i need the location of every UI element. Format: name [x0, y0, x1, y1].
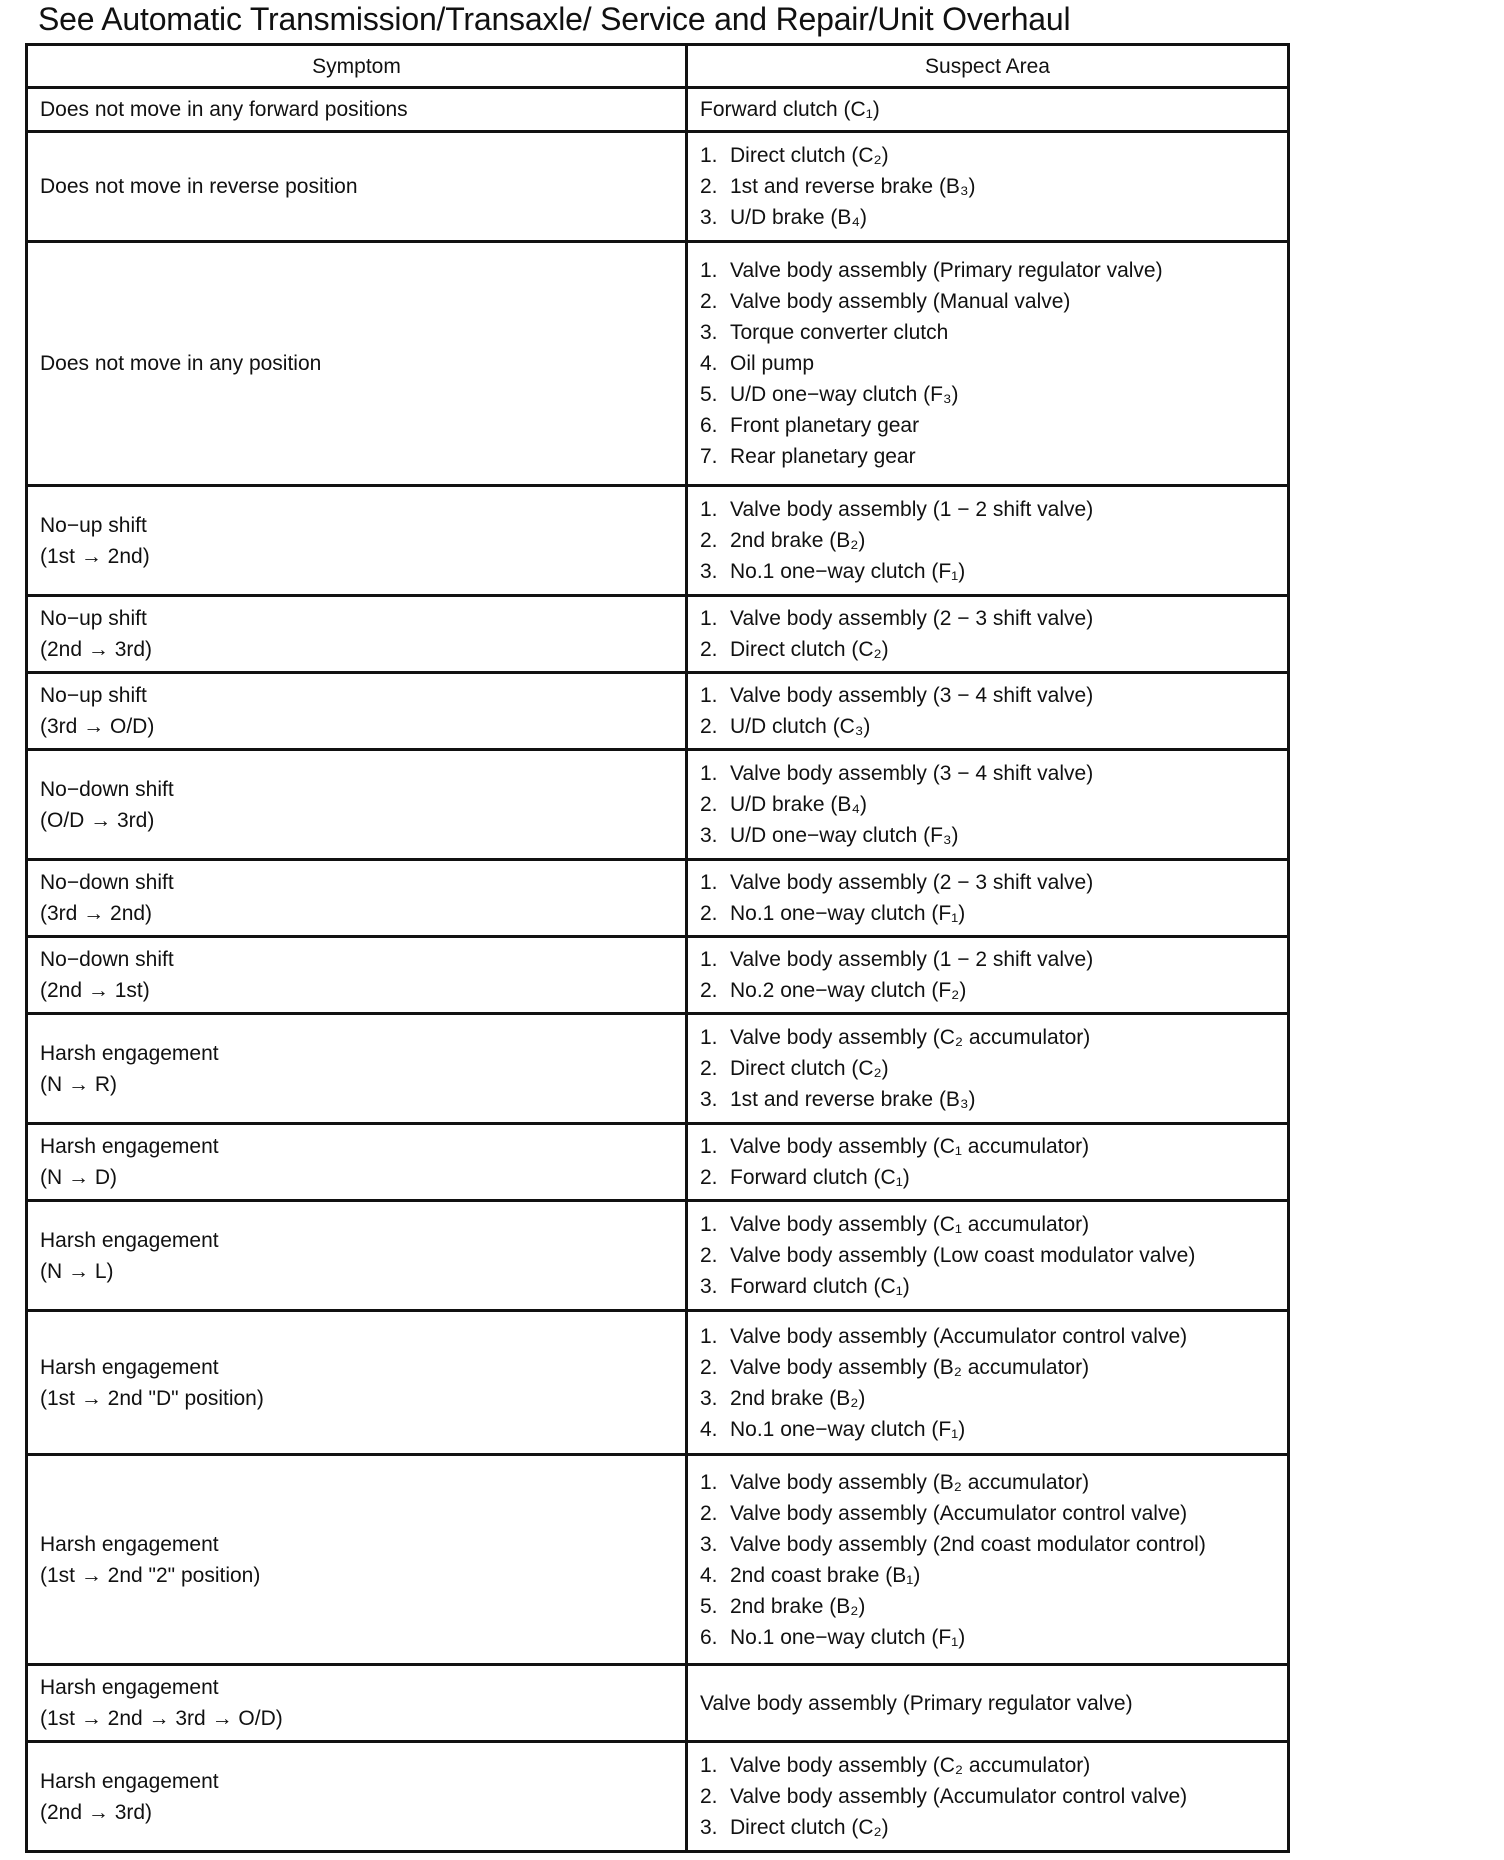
suspect-area-cell: [687, 1311, 1289, 1455]
suspect-area-item: [700, 944, 1275, 975]
item-text: Valve body assembly (B₂ accumulator): [730, 1470, 1090, 1494]
symptom-column-header: Symptom: [27, 45, 687, 88]
suspect-area-cell: [687, 937, 1289, 1014]
suspect-area-cell: [687, 596, 1289, 673]
suspect-area-cell: [687, 132, 1289, 242]
item-number: 3.: [700, 321, 718, 344]
table-row: [27, 486, 1289, 596]
symptom-text: Harsh engagement: [40, 1355, 219, 1379]
item-text: Valve body assembly (2nd coast modulator control): [730, 1532, 1206, 1556]
suspect-area-item: [700, 348, 1275, 379]
suspect-area-item: [700, 556, 1275, 587]
suspect-area-item: [700, 1467, 1275, 1498]
suspect-area-cell: [687, 860, 1289, 937]
item-number: 1.: [700, 948, 718, 971]
symptom-cell: [27, 1124, 687, 1201]
table-row: [27, 937, 1289, 1014]
item-text: Rear planetary gear: [730, 445, 916, 468]
item-number: 1.: [700, 1754, 718, 1777]
suspect-area-list: [700, 1209, 1275, 1302]
suspect-area-text: Valve body assembly (Primary regulator valve): [700, 1691, 1133, 1715]
suspect-area-item: [700, 1560, 1275, 1591]
item-number: 1.: [700, 1324, 718, 1348]
suspect-area-cell: [687, 750, 1289, 860]
item-number: 4.: [700, 352, 718, 375]
item-number: 5.: [700, 383, 718, 406]
suspect-area-item: [700, 975, 1275, 1006]
symptom-cell: [27, 596, 687, 673]
suspect-area-list: [700, 867, 1275, 929]
item-number: 3.: [700, 1088, 718, 1111]
suspect-area-item: [700, 1781, 1275, 1812]
suspect-area-item: [700, 1321, 1275, 1352]
item-text: U/D one−way clutch (F₃): [730, 824, 959, 847]
suspect-area-cell: [687, 673, 1289, 750]
suspect-area-list: [700, 758, 1275, 851]
suspect-area-list: [700, 1321, 1275, 1445]
table-row: [27, 673, 1289, 750]
symptom-text: Does not move in any position: [40, 352, 322, 375]
symptom-text: (2nd → 1st): [40, 979, 150, 1002]
item-text: No.1 one−way clutch (F₁): [730, 1625, 966, 1649]
table-row: [27, 860, 1289, 937]
item-text: 2nd brake (B₂): [730, 1594, 866, 1618]
suspect-area-item: [700, 634, 1275, 665]
table-row: [27, 750, 1289, 860]
table-row: [27, 596, 1289, 673]
suspect-area-list: [700, 680, 1275, 742]
table-row: [27, 132, 1289, 242]
item-number: 3.: [700, 1386, 718, 1410]
symptom-text: No−up shift: [40, 513, 147, 537]
item-number: 2.: [700, 1057, 718, 1080]
item-text: 1st and reverse brake (B₃): [730, 1088, 976, 1111]
page-title: See Automatic Transmission/Transaxle/ Service and Repair/Unit Overhaul: [38, 1, 1071, 37]
suspect-area-item: [700, 867, 1275, 898]
item-text: Front planetary gear: [730, 414, 920, 437]
suspect-area-cell: [687, 1014, 1289, 1124]
item-text: No.1 one−way clutch (F₁): [730, 560, 966, 583]
symptom-text: Harsh engagement: [40, 1676, 219, 1699]
symptom-text: Harsh engagement: [40, 1041, 219, 1065]
item-text: Torque converter clutch: [730, 321, 949, 344]
suspect-area-cell: [687, 1742, 1289, 1852]
table-row: [27, 1665, 1289, 1742]
symptom-text: (1st → 2nd "2" position): [40, 1563, 261, 1587]
suspect-area-cell: [687, 1124, 1289, 1201]
table-row: [27, 242, 1289, 486]
item-number: 7.: [700, 445, 718, 468]
symptom-cell: [27, 1665, 687, 1742]
item-text: Direct clutch (C₂): [730, 1816, 889, 1839]
symptom-text: (2nd → 3rd): [40, 1800, 153, 1824]
item-number: 1.: [700, 607, 718, 630]
item-number: 2.: [700, 1166, 718, 1189]
item-number: 2.: [700, 793, 718, 816]
symptom-text: Does not move in reverse position: [40, 175, 358, 198]
suspect-area-item: [700, 1622, 1275, 1653]
item-text: No.1 one−way clutch (F₁): [730, 1417, 966, 1441]
suspect-area-item: [700, 410, 1275, 441]
symptom-text: No−up shift: [40, 684, 147, 707]
suspect-area-item: [700, 202, 1275, 233]
item-number: 2.: [700, 979, 718, 1002]
symptom-text: Harsh engagement: [40, 1135, 219, 1158]
symptom-text: (3rd → O/D): [40, 715, 155, 738]
item-text: Direct clutch (C₂): [730, 1057, 889, 1080]
item-text: U/D brake (B₄): [730, 793, 867, 816]
suspect-area-item: [700, 317, 1275, 348]
symptom-text: No−down shift: [40, 777, 174, 801]
symptom-text: (N → D): [40, 1166, 117, 1189]
suspect-area-list: [700, 255, 1275, 472]
suspect-area-list: [700, 603, 1275, 665]
symptom-cell: [27, 1455, 687, 1665]
suspect-area-item: [700, 603, 1275, 634]
item-number: 1.: [700, 871, 718, 894]
suspect-area-item: [700, 1053, 1275, 1084]
table-header-row: [27, 45, 1289, 88]
item-text: Forward clutch (C₁): [730, 1275, 910, 1298]
item-text: Valve body assembly (1 − 2 shift valve): [730, 948, 1094, 971]
symptom-cell: [27, 132, 687, 242]
suspect-area-item: [700, 1271, 1275, 1302]
item-text: Valve body assembly (Accumulator control valve): [730, 1501, 1188, 1525]
suspect-area-item: [700, 171, 1275, 202]
item-text: 2nd brake (B₂): [730, 1386, 866, 1410]
item-number: 2.: [700, 715, 718, 738]
item-number: 6.: [700, 1625, 718, 1649]
item-number: 3.: [700, 824, 718, 847]
table-row: [27, 1742, 1289, 1852]
symptom-text: No−down shift: [40, 871, 174, 894]
symptom-cell: [27, 750, 687, 860]
symptom-text: (1st → 2nd "D" position): [40, 1386, 264, 1410]
item-text: Valve body assembly (Manual valve): [730, 290, 1071, 313]
item-number: 3.: [700, 1275, 718, 1298]
symptom-cell: [27, 88, 687, 132]
item-number: 2.: [700, 1501, 718, 1525]
table-row: [27, 1455, 1289, 1665]
suspect-area-item: [700, 1812, 1275, 1843]
symptom-text: (O/D → 3rd): [40, 808, 155, 832]
symptom-cell: [27, 673, 687, 750]
suspect-area-cell: [687, 486, 1289, 596]
symptom-text: (N → L): [40, 1259, 114, 1283]
item-number: 2.: [700, 175, 718, 198]
item-number: 3.: [700, 560, 718, 583]
item-text: Valve body assembly (Accumulator control valve): [730, 1324, 1188, 1348]
suspect-area-item: [700, 1750, 1275, 1781]
suspect-area-item: [700, 1209, 1275, 1240]
item-text: Oil pump: [730, 352, 815, 375]
suspect-area-item: [700, 680, 1275, 711]
symptom-text: No−down shift: [40, 948, 174, 971]
suspect-area-item: [700, 494, 1275, 525]
suspect-area-item: [700, 441, 1275, 472]
symptom-text: Harsh engagement: [40, 1228, 219, 1252]
suspect-area-item: [700, 140, 1275, 171]
item-text: No.1 one−way clutch (F₁): [730, 902, 966, 925]
item-number: 4.: [700, 1563, 718, 1587]
item-text: Valve body assembly (2 − 3 shift valve): [730, 871, 1094, 894]
item-number: 2.: [700, 638, 718, 661]
symptom-text: (2nd → 3rd): [40, 638, 153, 661]
item-number: 1.: [700, 498, 718, 521]
suspect-area-text: Forward clutch (C₁): [700, 98, 880, 121]
suspect-area-item: [700, 758, 1275, 789]
item-number: 1.: [700, 144, 718, 167]
item-number: 1.: [700, 1135, 718, 1158]
item-number: 3.: [700, 1532, 718, 1556]
item-number: 6.: [700, 414, 718, 437]
suspect-area-cell: [687, 242, 1289, 486]
suspect-area-item: [700, 1498, 1275, 1529]
item-text: Valve body assembly (B₂ accumulator): [730, 1355, 1090, 1379]
item-text: Valve body assembly (1 − 2 shift valve): [730, 498, 1094, 521]
item-number: 1.: [700, 762, 718, 785]
symptom-cell: [27, 1742, 687, 1852]
item-text: Valve body assembly (3 − 4 shift valve): [730, 762, 1094, 785]
item-text: Valve body assembly (Accumulator control valve): [730, 1785, 1188, 1808]
suspect-area-item: [700, 711, 1275, 742]
item-text: Valve body assembly (C₂ accumulator): [730, 1026, 1091, 1049]
suspect-area-cell: [687, 1665, 1289, 1742]
suspect-area-list: [700, 140, 1275, 233]
troubleshooting-table: [25, 43, 1290, 1853]
item-text: Forward clutch (C₁): [730, 1166, 910, 1189]
suspect-area-item: [700, 286, 1275, 317]
symptom-cell: [27, 1311, 687, 1455]
suspect-area-item: [700, 1084, 1275, 1115]
suspect-area-item: [700, 1383, 1275, 1414]
suspect-area-item: [700, 1414, 1275, 1445]
suspect-area-list: [700, 1750, 1275, 1843]
suspect-area-item: [700, 1162, 1275, 1193]
suspect-area-item: [700, 820, 1275, 851]
item-number: 1.: [700, 1470, 718, 1494]
suspect-area-list: [700, 494, 1275, 587]
item-number: 2.: [700, 1785, 718, 1808]
suspect-area-item: [700, 898, 1275, 929]
symptom-cell: [27, 242, 687, 486]
item-number: 1.: [700, 1026, 718, 1049]
suspect-area-item: [700, 1529, 1275, 1560]
suspect-area-item: [700, 1352, 1275, 1383]
symptom-text: (N → R): [40, 1072, 117, 1096]
item-number: 2.: [700, 902, 718, 925]
suspect-area-item: [700, 1131, 1275, 1162]
item-number: 2.: [700, 290, 718, 313]
item-text: Valve body assembly (2 − 3 shift valve): [730, 607, 1094, 630]
suspect-area-item: [700, 1591, 1275, 1622]
item-text: Valve body assembly (C₂ accumulator): [730, 1754, 1091, 1777]
suspect-area-item: [700, 255, 1275, 286]
item-text: Valve body assembly (Low coast modulator valve): [730, 1244, 1196, 1267]
suspect-area-cell: [687, 1201, 1289, 1311]
table-body: [27, 88, 1289, 1852]
item-number: 2.: [700, 1244, 718, 1267]
item-text: U/D one−way clutch (F₃): [730, 383, 959, 406]
table-row: [27, 1124, 1289, 1201]
suspect-area-list: [700, 944, 1275, 1006]
symptom-cell: [27, 1201, 687, 1311]
table-row: [27, 1311, 1289, 1455]
symptom-text: (1st → 2nd): [40, 544, 150, 568]
item-text: No.2 one−way clutch (F₂): [730, 979, 967, 1002]
item-text: 1st and reverse brake (B₃): [730, 175, 976, 198]
item-text: Direct clutch (C₂): [730, 638, 889, 661]
symptom-text: Harsh engagement: [40, 1769, 219, 1793]
suspect-area-item: [700, 525, 1275, 556]
suspect-area-cell: [687, 88, 1289, 132]
item-text: Valve body assembly (C₁ accumulator): [730, 1213, 1090, 1236]
item-number: 3.: [700, 1816, 718, 1839]
symptom-text: Harsh engagement: [40, 1532, 219, 1556]
suspect-area-item: [700, 1022, 1275, 1053]
item-number: 2.: [700, 529, 718, 552]
item-text: Direct clutch (C₂): [730, 144, 889, 167]
symptom-text: No−up shift: [40, 607, 147, 630]
item-text: 2nd coast brake (B₁): [730, 1563, 921, 1587]
suspect-area-list: [700, 1131, 1275, 1193]
table-row: [27, 1014, 1289, 1124]
item-text: Valve body assembly (C₁ accumulator): [730, 1135, 1090, 1158]
table-row: [27, 88, 1289, 132]
item-text: 2nd brake (B₂): [730, 529, 866, 552]
item-number: 1.: [700, 1213, 718, 1236]
suspect-area-item: [700, 379, 1275, 410]
suspect-area-list: [700, 1022, 1275, 1115]
symptom-cell: [27, 937, 687, 1014]
item-number: 3.: [700, 206, 718, 229]
item-number: 1.: [700, 684, 718, 707]
item-number: 1.: [700, 259, 718, 282]
suspect-area-cell: [687, 1455, 1289, 1665]
symptom-text: (3rd → 2nd): [40, 902, 153, 925]
symptom-cell: [27, 1014, 687, 1124]
suspect-area-list: [700, 1467, 1275, 1653]
item-text: Valve body assembly (Primary regulator valve): [730, 259, 1163, 282]
symptom-text: Does not move in any forward positions: [40, 98, 408, 121]
item-number: 2.: [700, 1355, 718, 1379]
item-text: Valve body assembly (3 − 4 shift valve): [730, 684, 1094, 707]
suspect-area-item: [700, 1240, 1275, 1271]
item-text: U/D brake (B₄): [730, 206, 867, 229]
item-number: 4.: [700, 1417, 718, 1441]
suspect-area-item: [700, 789, 1275, 820]
symptom-cell: [27, 860, 687, 937]
suspect-area-column-header: Suspect Area: [687, 45, 1289, 88]
item-text: U/D clutch (C₃): [730, 715, 871, 738]
item-number: 5.: [700, 1594, 718, 1618]
symptom-cell: [27, 486, 687, 596]
table-row: [27, 1201, 1289, 1311]
symptom-text: (1st → 2nd → 3rd → O/D): [40, 1707, 283, 1730]
